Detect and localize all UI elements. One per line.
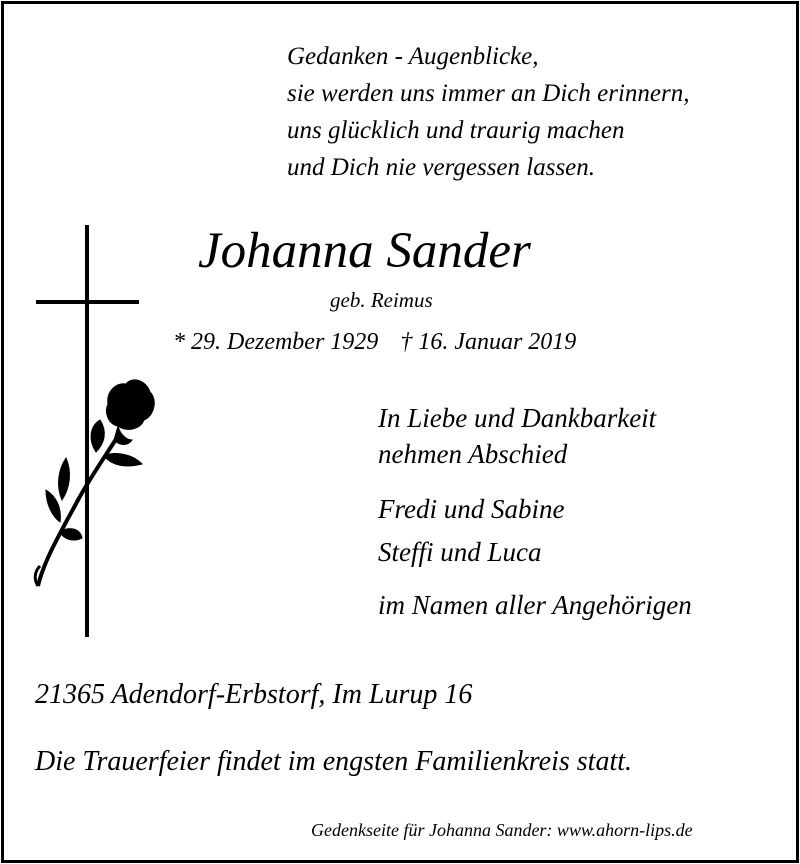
maiden-name: geb. Reimus (330, 288, 433, 312)
deceased-name: Johanna Sander (198, 223, 531, 279)
mourners-line: In Liebe und Dankbarkeit (378, 403, 657, 433)
poem-line: und Dich nie vergessen lassen. (287, 154, 596, 181)
mourners-line: Steffi und Luca (378, 537, 542, 567)
rose-icon (35, 380, 154, 586)
mourners-line: nehmen Abschied (378, 439, 568, 469)
poem (287, 38, 767, 186)
poem-line: Gedanken - Augenblicke, (287, 43, 539, 70)
mourners-line: Fredi und Sabine (378, 494, 565, 524)
life-dates (173, 330, 576, 354)
birth-date: * 29. Dezember 1929 (173, 329, 379, 355)
poem-line: sie werden uns immer an Dich erinnern, (287, 80, 690, 107)
cross-icon (36, 225, 139, 637)
address: 21365 Adendorf-Erbstorf, Im Lurup 16 (35, 679, 473, 710)
memorial-page-link[interactable]: Gedenkseite für Johanna Sander: www.ahorn-lips.de (311, 820, 693, 840)
mourners-line: im Namen aller Angehörigen (378, 590, 692, 620)
poem-line: uns glücklich und traurig machen (287, 117, 625, 144)
death-date: † 16. Januar 2019 (400, 329, 577, 355)
service-note: Die Trauerfeier findet im engsten Familienkreis statt. (35, 746, 632, 777)
